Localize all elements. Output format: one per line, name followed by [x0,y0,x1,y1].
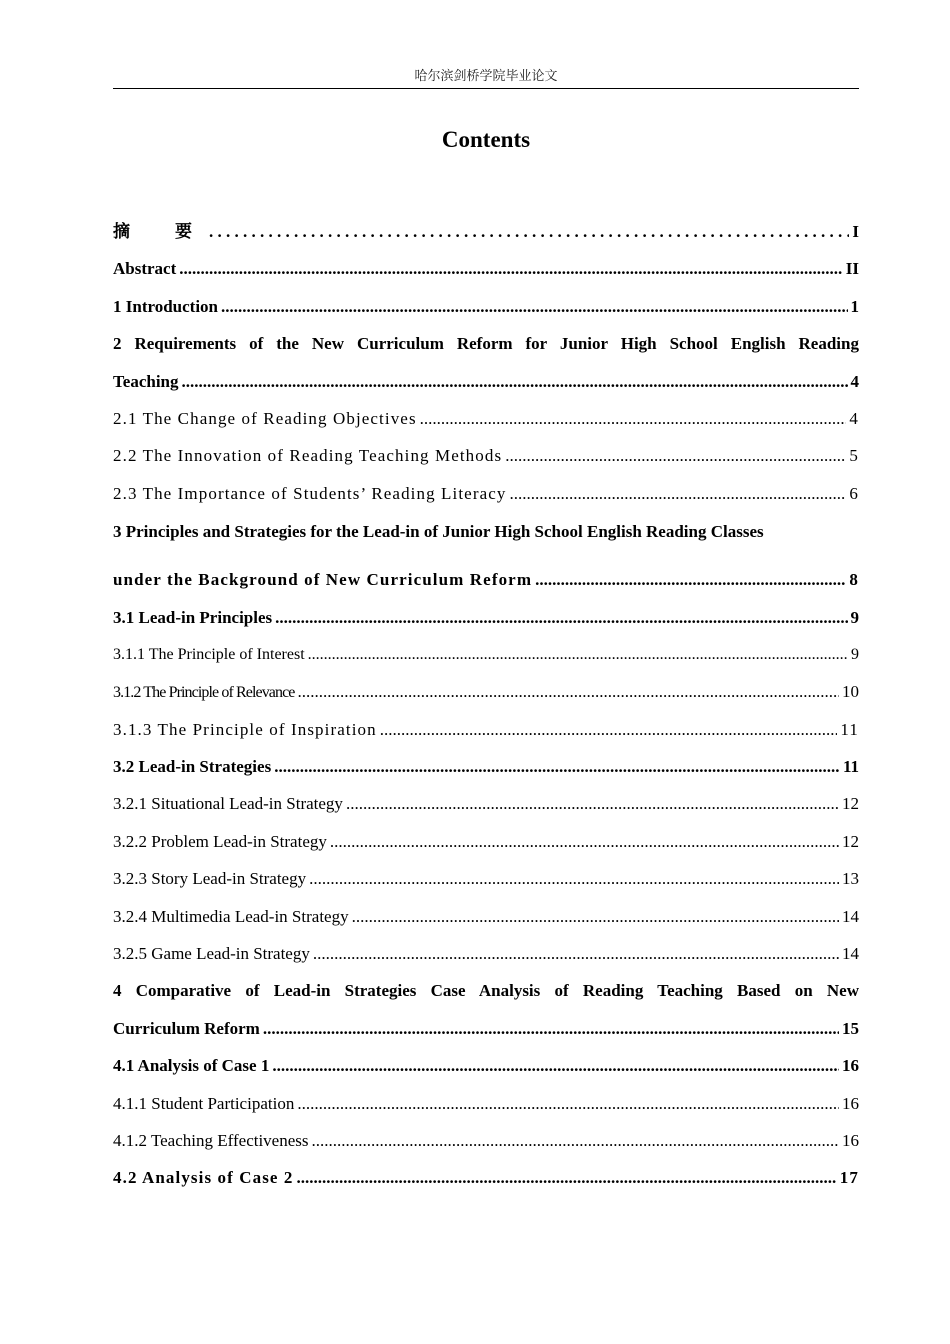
page-title: Contents [441,127,531,152]
toc-entry-chapter-3[interactable] [113,561,859,598]
toc-entry-3-2-2[interactable] [113,823,859,860]
toc-entry-label: 3.1.3 The Principle of Inspiration [113,719,377,739]
toc-entry-3-1[interactable] [113,599,859,636]
toc-entry-label: Abstract [113,259,177,279]
toc-entry-4-1-1[interactable] [113,1085,859,1122]
toc-entry-4-1-2[interactable] [113,1122,859,1159]
dot-leader [312,1122,839,1159]
dot-leader [182,363,848,400]
dot-leader [346,785,839,822]
toc-entry-label: 4.1.2 Teaching Effectiveness [113,1130,309,1150]
toc-entry-abstract[interactable] [113,250,859,287]
dot-leader [308,636,848,673]
dot-leader [420,400,847,437]
toc-entry-label: 3.1.1 The Principle of Interest [113,645,305,663]
toc-entry-page: 13 [842,869,859,889]
toc-entry-page: 10 [842,682,859,702]
toc-entry-2-3[interactable] [113,475,859,512]
toc-entry-label: under the Background of New Curriculum Reform [113,570,533,590]
toc-entry-label: 3.1.2 The Principle of Relevance [113,684,295,702]
toc-entry-page: 9 [851,645,859,663]
dot-leader [274,748,840,785]
toc-entry-page: 16 [842,1130,859,1150]
toc-entry-label: 3.2 Lead-in Strategies [113,757,272,777]
toc-entry-2-1[interactable] [113,400,859,437]
toc-entry-4-1[interactable] [113,1047,859,1084]
toc-entry-label: 3.2.1 Situational Lead-in Strategy [113,794,343,814]
toc-entry-page: 11 [840,719,859,739]
table-of-contents [113,213,859,1197]
running-header: 哈尔滨剑桥学院毕业论文 [113,66,859,89]
toc-entry-label: 3.2.5 Game Lead-in Strategy [113,944,310,964]
toc-entry-4-2[interactable] [113,1159,859,1196]
dot-leader [275,599,847,636]
toc-entry-label: 2.3 The Importance of Students’ Reading Literacy [113,483,507,503]
dot-leader [179,250,843,287]
toc-entry-page: 12 [842,831,859,851]
toc-entry-label: 4.1.1 Student Participation [113,1093,295,1113]
toc-entry-3-2-5[interactable] [113,935,859,972]
dot-leader [297,1159,837,1196]
toc-entry-3-1-2[interactable] [113,673,859,710]
toc-entry-page: 4 [850,371,859,391]
toc-entry-page: 16 [842,1056,859,1076]
toc-entry-3-1-1[interactable] [113,636,859,673]
toc-entry-page: 12 [842,794,859,814]
toc-entry-page: II [845,259,859,279]
toc-entry-chapter-3-line1[interactable]: 3 Principles and Strategies for the Lead-in of Junior High School English Reading Classes [113,522,764,542]
toc-entry-page: 5 [849,446,859,466]
dot-leader [330,823,839,860]
toc-entry-page: 15 [842,1018,859,1038]
toc-entry-page: 14 [842,906,859,926]
toc-entry-label: Teaching [113,371,179,391]
toc-entry-3-2-3[interactable] [113,860,859,897]
toc-entry-page: I [852,222,859,241]
toc-entry-chapter-4[interactable] [113,1010,859,1047]
dot-leader [352,898,839,935]
toc-entry-3-1-3[interactable] [113,711,859,748]
dot-leader [313,935,839,972]
toc-entry-chapter-2-line1[interactable]: 2 Requirements of the New Curriculum Reform for Junior High School English Reading [113,334,859,354]
dot-leader [380,711,838,748]
toc-entry-label: 1 Introduction [113,296,219,316]
toc-entry-label: 3.1 Lead-in Principles [113,607,273,627]
dot-leader [272,1047,839,1084]
toc-entry-chapter-1[interactable] [113,288,859,325]
toc-entry-3-2[interactable] [113,748,859,785]
toc-entry-chapter-2[interactable] [113,363,859,400]
toc-entry-label: 摘 要 [113,222,206,242]
toc-entry-chapter-4-line1[interactable]: 4 Comparative of Lead-in Strategies Case Analysis of Reading Teaching Based on New [113,981,859,1001]
toc-entry-page: 16 [842,1093,859,1113]
toc-entry-label: 3.2.2 Problem Lead-in Strategy [113,831,327,851]
dot-leader [297,1085,839,1122]
toc-entry-chinese-abstract[interactable] [113,213,859,250]
toc-entry-label: 4.2 Analysis of Case 2 [113,1168,294,1188]
dot-leader [221,288,847,325]
toc-entry-page: 11 [842,757,859,777]
toc-entry-label: 4.1 Analysis of Case 1 [113,1056,270,1076]
toc-entry-label: 3.2.4 Multimedia Lead-in Strategy [113,906,349,926]
toc-entry-page: 9 [850,607,859,627]
toc-entry-page: 6 [849,483,859,503]
dot-leader [309,860,839,897]
dot-leader [509,475,846,512]
toc-entry-page: 4 [849,408,859,428]
dot-leader [298,673,839,710]
toc-entry-label: Curriculum Reform [113,1018,260,1038]
toc-entry-label: 2.1 The Change of Reading Objectives [113,408,417,428]
dot-leader [535,561,846,598]
toc-entry-page: 14 [842,944,859,964]
toc-entry-page: 1 [850,296,859,316]
toc-entry-label: 3.2.3 Story Lead-in Strategy [113,869,307,889]
dot-leader [209,213,849,250]
toc-entry-page: 8 [849,570,859,590]
toc-entry-3-2-4[interactable] [113,898,859,935]
toc-entry-label: 2.2 The Innovation of Reading Teaching Methods [113,446,503,466]
dot-leader [263,1010,839,1047]
toc-entry-3-2-1[interactable] [113,785,859,822]
toc-entry-2-2[interactable] [113,437,859,474]
toc-entry-page: 17 [839,1168,859,1188]
dot-leader [505,437,846,474]
